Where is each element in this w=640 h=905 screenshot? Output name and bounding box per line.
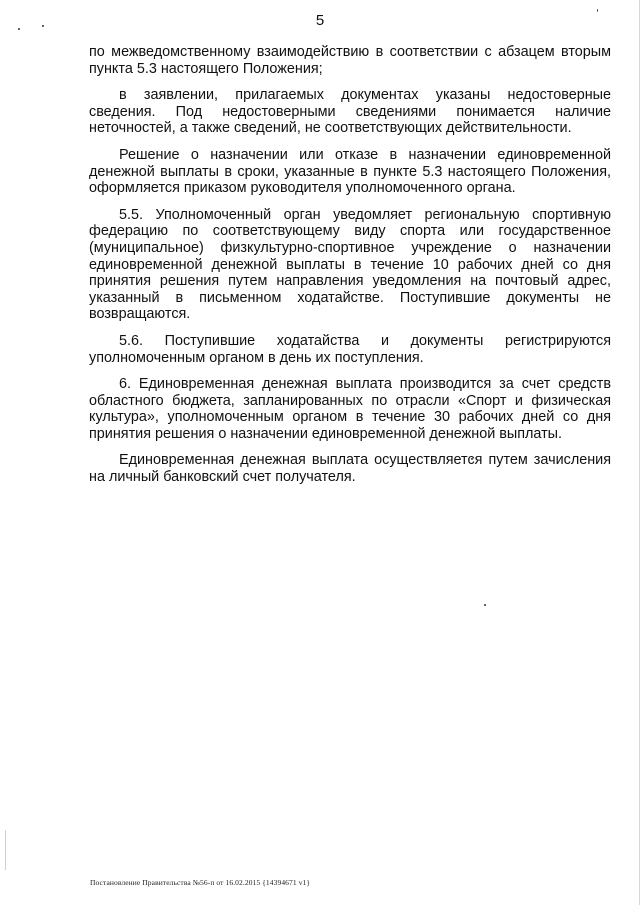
document-body [89, 44, 611, 496]
document-footer: Постановление Правительства №56-п от 16.02.2015 {14394671 v1} [90, 878, 311, 887]
paragraph: Решение о назначении или отказе в назначении единовременной денежной выплаты в сроки, указанные в пункте 5.3 настоящего Положения, оформляется приказом руководителя уполномоченного органа. [89, 146, 611, 197]
paragraph: Единовременная денежная выплата осуществляется путем зачисления на личный банковский счет получателя. [89, 452, 611, 486]
page-number: 5 [315, 12, 325, 29]
paragraph: 5.5. Уполномоченный орган уведомляет региональную спортивную федерацию по соответствующему виду спорта или государственное (муниципальное) физкультурно-спортивное учреждение о назначении единовременной денежной выплаты в течение 10 рабочих дней со дня принятия решения путем направления уведомления на почтовый адрес, указанный в письменном ходатайстве. Поступившие документы не возвращаются. [89, 206, 611, 323]
scan-speck [484, 604, 486, 606]
paragraph: в заявлении, прилагаемых документах указаны недостоверные сведения. Под недостоверными сведениями понимается наличие неточностей, а также сведений, не соответствующих действительности. [89, 87, 611, 137]
scan-edge-left [5, 830, 6, 870]
paragraph: 6. Единовременная денежная выплата производится за счет средств областного бюджета, запланированных по отрасли «Спорт и физическая культура», уполномоченным органом в течение 30 рабочих дней со дня принятия решения о назначении единовременной денежной выплаты. [89, 376, 611, 442]
paragraph: 5.6. Поступившие ходатайства и документы регистрируются уполномоченным органом в день их поступления. [89, 332, 611, 366]
paragraph: по межведомственному взаимодействию в соответствии с абзацем вторым пункта 5.3 настоящего Положения; [89, 44, 611, 77]
